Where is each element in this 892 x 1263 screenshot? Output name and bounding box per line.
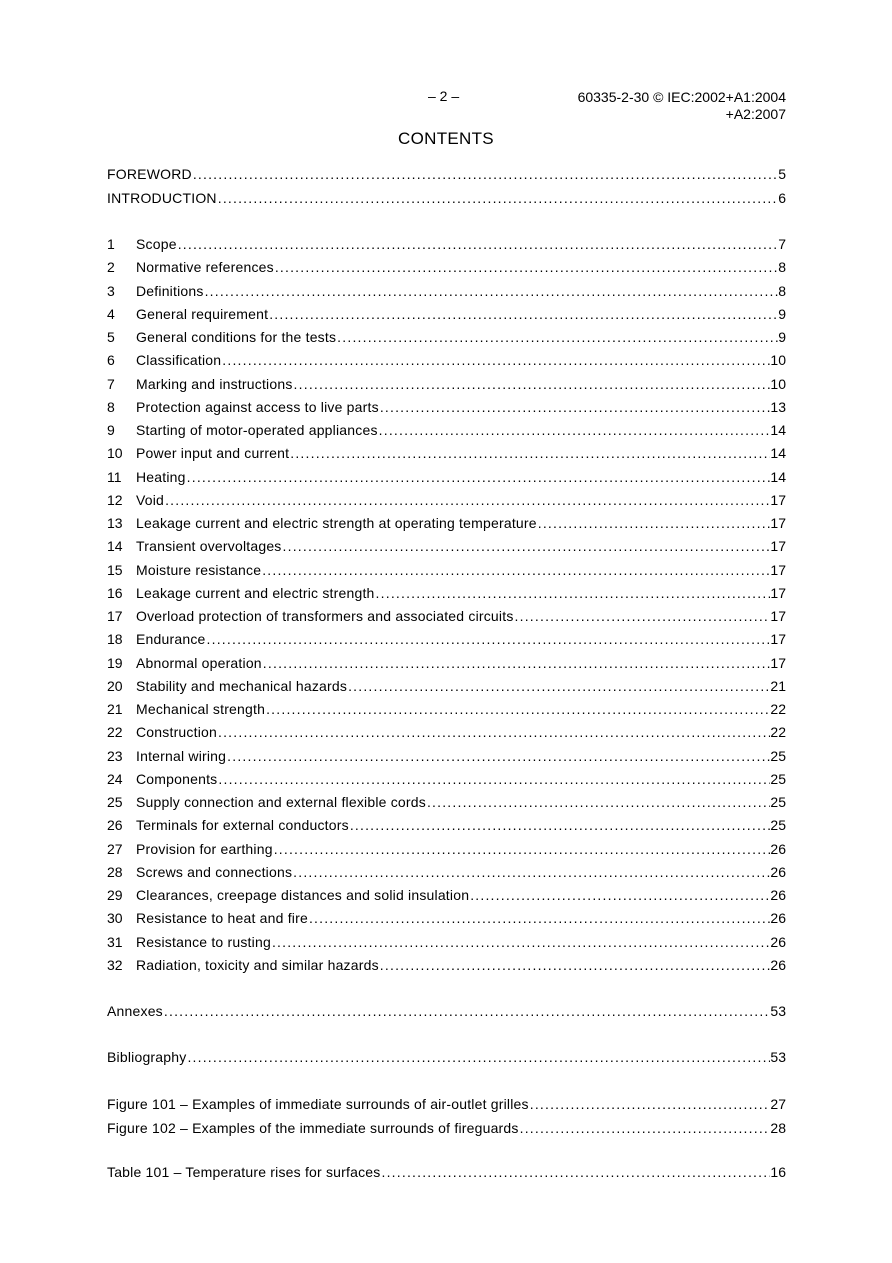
toc-entry-label: Radiation, toxicity and similar hazards xyxy=(136,956,379,973)
toc-clause-entry[interactable] xyxy=(107,958,786,976)
toc-entry-label: Resistance to heat and fire xyxy=(136,910,308,927)
toc-entry-page: 25 xyxy=(770,770,786,787)
toc-entry-number: 4 xyxy=(107,305,115,322)
toc-clause-entry[interactable] xyxy=(107,842,786,860)
dot-leader xyxy=(282,539,771,553)
dot-leader xyxy=(349,818,771,832)
toc-entry-page: 17 xyxy=(770,538,786,555)
toc-entry-page: 28 xyxy=(770,1119,786,1136)
toc-entry-number: 20 xyxy=(107,677,123,694)
toc-entry-label: Definitions xyxy=(136,282,204,299)
toc-entry-page: 22 xyxy=(770,701,786,717)
toc-entry-label: Bibliography xyxy=(107,1049,187,1065)
toc-front-matter-entry[interactable] xyxy=(107,191,786,209)
toc-entry-label: Void xyxy=(136,491,165,508)
toc-clause-entry[interactable] xyxy=(107,935,786,953)
toc-entry-page: 26 xyxy=(770,933,786,950)
toc-entry-label: Protection against access to live parts xyxy=(136,398,379,415)
toc-clause-entry[interactable] xyxy=(107,539,786,557)
toc-entry-number: 23 xyxy=(107,747,123,764)
toc-entry-label: Mechanical strength xyxy=(136,701,266,717)
dot-leader xyxy=(426,795,770,809)
toc-entry-label: Figure 102 – Examples of the immediate surrounds of fireguards xyxy=(107,1119,519,1136)
dot-leader xyxy=(375,586,771,600)
toc-entry-number: 25 xyxy=(107,794,123,810)
toc-bibliography-entry[interactable] xyxy=(107,1050,786,1068)
toc-clause-entry[interactable] xyxy=(107,749,786,767)
toc-clause-entry[interactable] xyxy=(107,865,786,883)
dot-leader xyxy=(204,284,779,298)
toc-entry-number: 12 xyxy=(107,491,123,508)
dot-leader xyxy=(469,888,770,902)
toc-entry-label: Marking and instructions xyxy=(136,375,293,392)
toc-clause-entry[interactable] xyxy=(107,446,786,464)
toc-entry-number: 19 xyxy=(107,654,123,671)
toc-entry-page: 8 xyxy=(778,259,786,276)
toc-entry-label: Overload protection of transformers and associated circuits xyxy=(136,608,514,624)
toc-entry-page: 6 xyxy=(778,189,786,206)
toc-entry-label: Scope xyxy=(136,236,177,252)
dot-leader xyxy=(261,563,770,577)
toc-entry-page: 53 xyxy=(770,1049,786,1065)
toc-entry-page: 27 xyxy=(770,1096,786,1112)
toc-entry-label: Resistance to rusting xyxy=(136,933,271,950)
toc-entry-page: 17 xyxy=(770,515,786,531)
standard-identifier-line2: +A2:2007 xyxy=(725,106,786,122)
toc-clause-entry[interactable] xyxy=(107,911,786,929)
dot-leader xyxy=(378,423,771,437)
dot-leader xyxy=(163,1004,771,1018)
dot-leader xyxy=(192,167,778,181)
toc-entry-number: 27 xyxy=(107,840,123,857)
toc-entry-page: 14 xyxy=(770,468,786,485)
toc-entry-label: Screws and connections xyxy=(136,863,293,880)
toc-clause-entry[interactable] xyxy=(107,423,786,441)
toc-entry-label: Construction xyxy=(136,724,217,741)
toc-clause-entry[interactable] xyxy=(107,284,786,302)
toc-clause-entry[interactable] xyxy=(107,353,786,371)
dot-leader xyxy=(177,237,779,251)
toc-entry-label: Table 101 – Temperature rises for surfaces xyxy=(107,1164,381,1180)
dot-leader xyxy=(289,446,770,460)
toc-clause-entry[interactable] xyxy=(107,493,786,511)
toc-entry-label: Clearances, creepage distances and solid insulation xyxy=(136,887,470,903)
toc-entry-number: 18 xyxy=(107,631,123,648)
toc-clause-entry[interactable] xyxy=(107,330,786,348)
dot-leader xyxy=(293,377,771,391)
toc-entry-page: 7 xyxy=(778,236,786,252)
toc-clause-entry[interactable] xyxy=(107,725,786,743)
toc-entry-page: 21 xyxy=(770,677,786,694)
dot-leader xyxy=(206,632,771,646)
dot-leader xyxy=(217,725,770,739)
toc-entry-page: 25 xyxy=(770,747,786,764)
dot-leader xyxy=(164,493,770,507)
toc-entry-label: Annexes xyxy=(107,1003,163,1019)
dot-leader xyxy=(217,191,778,205)
toc-entry-page: 26 xyxy=(770,887,786,903)
toc-entry-label: Moisture resistance xyxy=(136,561,262,578)
toc-entry-page: 8 xyxy=(778,282,786,299)
toc-clause-entry[interactable] xyxy=(107,795,786,813)
toc-entry-number: 24 xyxy=(107,770,123,787)
toc-entry-page: 16 xyxy=(770,1164,786,1180)
toc-clause-entry[interactable] xyxy=(107,470,786,488)
dot-leader xyxy=(262,656,771,670)
dot-leader xyxy=(292,865,770,879)
toc-entry-page: 17 xyxy=(770,631,786,648)
toc-entry-page: 53 xyxy=(770,1003,786,1019)
toc-entry-page: 17 xyxy=(770,561,786,578)
toc-clause-entry[interactable] xyxy=(107,772,786,790)
contents-title: CONTENTS xyxy=(398,129,494,148)
toc-entry-page: 17 xyxy=(770,491,786,508)
toc-entry-number: 9 xyxy=(107,422,115,438)
toc-entry-page: 26 xyxy=(770,910,786,927)
toc-entry-page: 14 xyxy=(770,445,786,462)
toc-entry-page: 22 xyxy=(770,724,786,741)
dot-leader xyxy=(273,842,771,856)
dot-leader xyxy=(308,911,770,925)
toc-entry-label: Supply connection and external flexible cords xyxy=(136,794,426,810)
dot-leader xyxy=(519,1121,771,1135)
toc-clause-entry[interactable] xyxy=(107,237,786,255)
toc-entry-number: 15 xyxy=(107,561,123,578)
dot-leader xyxy=(347,679,770,693)
toc-entry-page: 26 xyxy=(770,863,786,880)
dot-leader xyxy=(379,958,771,972)
toc-entry-number: 26 xyxy=(107,817,123,834)
toc-entry-number: 11 xyxy=(107,468,122,485)
toc-entry-page: 10 xyxy=(770,375,786,392)
toc-entry-label: Figure 101 – Examples of immediate surrounds of air-outlet grilles xyxy=(107,1096,529,1112)
toc-clause-entry[interactable] xyxy=(107,888,786,906)
toc-entry-number: 6 xyxy=(107,352,115,369)
toc-figure-entry[interactable] xyxy=(107,1097,786,1115)
toc-entry-label: Transient overvoltages xyxy=(136,538,282,555)
standard-identifier-line1: 60335-2-30 © IEC:2002+A1:2004 xyxy=(577,89,786,105)
toc-entry-label: General conditions for the tests xyxy=(136,329,337,345)
dot-leader xyxy=(265,702,770,716)
dot-leader xyxy=(226,749,770,763)
toc-entry-number: 32 xyxy=(107,956,123,973)
toc-entry-label: Starting of motor-operated appliances xyxy=(136,422,378,438)
toc-clause-entry[interactable] xyxy=(107,609,786,627)
toc-entry-label: General requirement xyxy=(136,305,269,322)
toc-entry-label: Classification xyxy=(136,352,222,369)
toc-entry-number: 5 xyxy=(107,329,115,345)
toc-entry-label: Stability and mechanical hazards xyxy=(136,677,348,694)
toc-entry-label: Endurance xyxy=(136,631,206,648)
dot-leader xyxy=(271,935,770,949)
standard-identifier xyxy=(578,89,786,123)
toc-entry-number: 21 xyxy=(107,701,123,717)
toc-entry-number: 29 xyxy=(107,887,123,903)
toc-clause-entry[interactable] xyxy=(107,377,786,395)
toc-entry-number: 7 xyxy=(107,375,115,392)
toc-figure-entry[interactable] xyxy=(107,1121,786,1139)
dot-leader xyxy=(217,772,770,786)
toc-clause-entry[interactable] xyxy=(107,656,786,674)
dot-leader xyxy=(221,353,770,367)
toc-clause-entry[interactable] xyxy=(107,260,786,278)
toc-entry-number: 14 xyxy=(107,538,123,555)
toc-clause-entry[interactable] xyxy=(107,563,786,581)
toc-clause-entry[interactable] xyxy=(107,818,786,836)
toc-annexes-entry[interactable] xyxy=(107,1004,786,1022)
toc-entry-number: 28 xyxy=(107,863,123,880)
toc-entry-page: 17 xyxy=(770,584,786,601)
toc-entry-page: 9 xyxy=(778,305,786,322)
toc-entry-number: 8 xyxy=(107,398,115,415)
toc-entry-label: FOREWORD xyxy=(107,166,192,182)
toc-clause-entry[interactable] xyxy=(107,702,786,720)
toc-clause-entry[interactable] xyxy=(107,679,786,697)
toc-entry-label: Terminals for external conductors xyxy=(136,817,349,834)
toc-clause-entry[interactable] xyxy=(107,307,786,325)
toc-entry-number: 2 xyxy=(107,259,115,276)
toc-clause-entry[interactable] xyxy=(107,632,786,650)
dot-leader xyxy=(381,1165,771,1179)
toc-entry-page: 17 xyxy=(770,608,786,624)
toc-entry-label: Internal wiring xyxy=(136,747,227,764)
toc-entry-number: 30 xyxy=(107,910,123,927)
toc-entry-number: 16 xyxy=(107,584,123,601)
toc-table-entry[interactable] xyxy=(107,1165,786,1183)
toc-entry-page: 25 xyxy=(770,794,786,810)
dot-leader xyxy=(186,470,771,484)
toc-entry-label: Leakage current and electric strength at operating temperature xyxy=(136,515,537,531)
toc-entry-number: 1 xyxy=(107,236,115,252)
toc-clause-entry[interactable] xyxy=(107,586,786,604)
toc-entry-number: 31 xyxy=(107,933,123,950)
toc-entry-number: 13 xyxy=(107,515,123,531)
toc-clause-entry[interactable] xyxy=(107,516,786,534)
toc-entry-number: 10 xyxy=(107,445,123,462)
dot-leader xyxy=(186,1050,770,1064)
dot-leader xyxy=(529,1097,771,1111)
toc-entry-page: 17 xyxy=(770,654,786,671)
toc-entry-label: Components xyxy=(136,770,218,787)
dot-leader xyxy=(274,260,778,274)
page-number: – 2 – xyxy=(428,88,460,104)
dot-leader xyxy=(537,516,771,530)
toc-front-matter-entry[interactable] xyxy=(107,167,786,185)
toc-entry-page: 25 xyxy=(770,817,786,834)
dot-leader xyxy=(268,307,778,321)
toc-entry-label: Leakage current and electric strength xyxy=(136,584,375,601)
toc-entry-page: 26 xyxy=(770,956,786,973)
toc-entry-label: Provision for earthing xyxy=(136,840,273,857)
toc-entry-label: Power input and current xyxy=(136,445,290,462)
toc-entry-label: Abnormal operation xyxy=(136,654,262,671)
toc-entry-number: 17 xyxy=(107,608,123,624)
dot-leader xyxy=(379,400,771,414)
toc-entry-page: 13 xyxy=(770,398,786,415)
toc-entry-number: 3 xyxy=(107,282,115,299)
toc-entry-page: 14 xyxy=(770,422,786,438)
toc-entry-page: 5 xyxy=(778,166,786,182)
dot-leader xyxy=(336,330,778,344)
toc-entry-page: 10 xyxy=(770,352,786,369)
toc-entry-label: Normative references xyxy=(136,259,274,276)
toc-entry-label: Heating xyxy=(136,468,186,485)
toc-entry-number: 22 xyxy=(107,724,123,741)
toc-entry-page: 26 xyxy=(770,840,786,857)
dot-leader xyxy=(514,609,771,623)
toc-clause-entry[interactable] xyxy=(107,400,786,418)
toc-entry-page: 9 xyxy=(778,329,786,345)
toc-entry-label: INTRODUCTION xyxy=(107,189,217,206)
